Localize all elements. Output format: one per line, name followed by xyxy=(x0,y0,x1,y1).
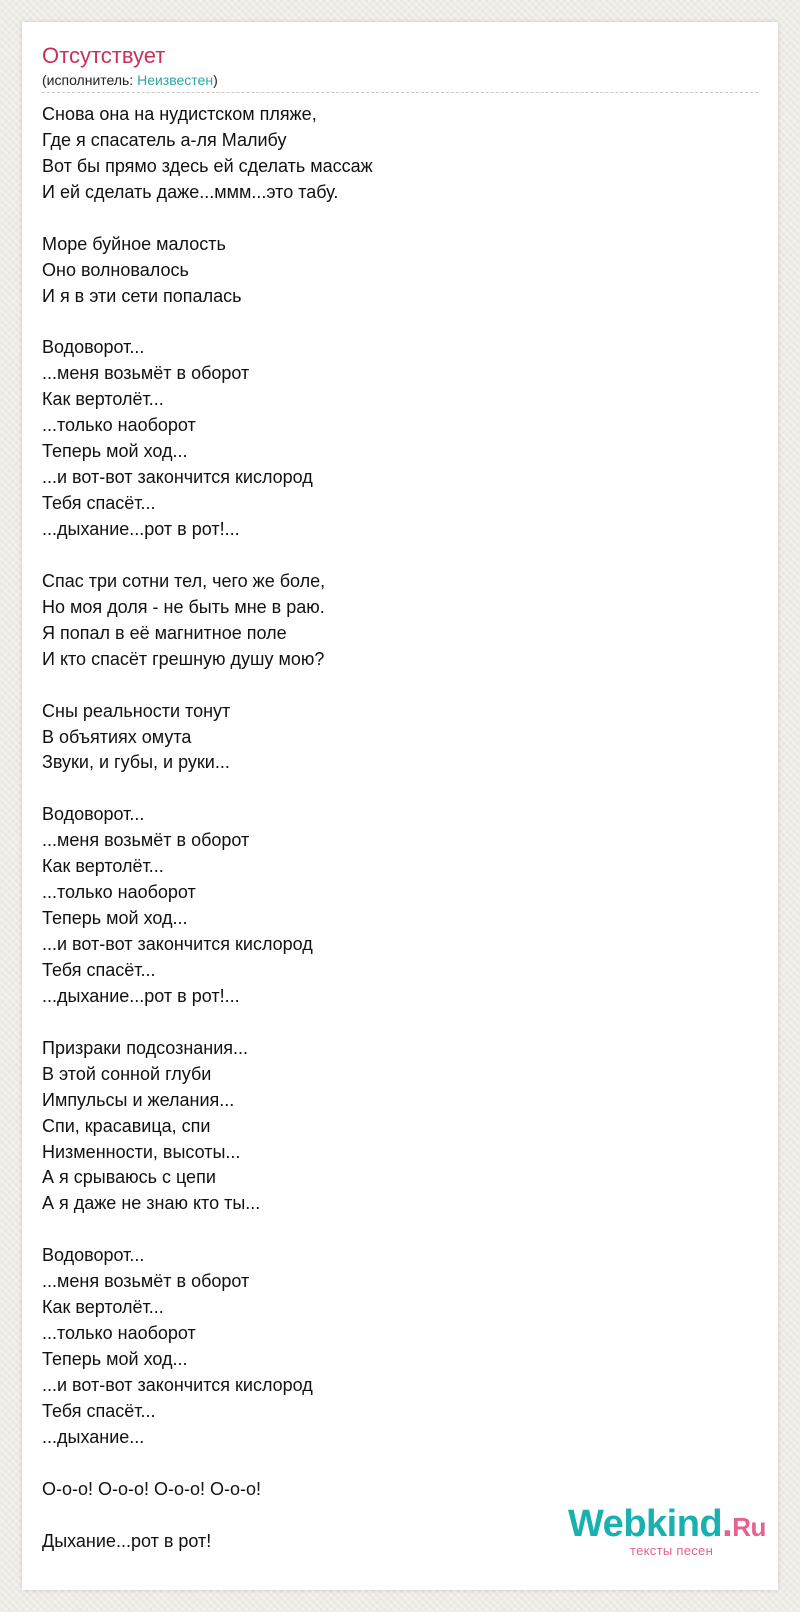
lyric-line: ...только наоборот xyxy=(42,1323,196,1344)
lyric-line: Снова она на нудистском пляже, xyxy=(42,104,317,124)
lyric-line: Спи, красавица, спи xyxy=(42,1115,211,1136)
lyric-line: В этой сонной глуби xyxy=(42,1063,212,1084)
lyric-line: Дыхание...рот в рот! xyxy=(42,1530,212,1551)
lyric-line: Звуки, и губы, и руки... xyxy=(42,752,230,773)
lyric-line: Как вертолёт... xyxy=(42,1297,164,1318)
artist-suffix: ) xyxy=(213,72,218,88)
lyric-line: Тебя спасёт... xyxy=(42,959,156,980)
stanza-break xyxy=(42,1217,742,1243)
lyric-line: Спас три сотни тел, чего же боле, xyxy=(42,570,326,591)
lyric-line: Призраки подсознания... xyxy=(42,1037,249,1058)
lyric-line: Как вертолёт... xyxy=(42,856,164,877)
logo-main-text: Webkind xyxy=(568,1503,723,1545)
lyric-line: ...меня возьмёт в оборот xyxy=(42,1271,250,1292)
lyric-line: В объятиях омута xyxy=(42,726,192,747)
lyric-line: Оно волновалось xyxy=(42,259,189,280)
lyric-line: ...меня возьмёт в оборот xyxy=(42,830,250,851)
lyric-line: ...меня возьмёт в оборот xyxy=(42,363,250,384)
lyric-line: ...и вот-вот закончится кислород xyxy=(42,1374,313,1395)
lyric-line: Вот бы прямо здесь ей сделать массаж xyxy=(42,155,373,176)
title-divider xyxy=(42,92,758,93)
artist-prefix: (исполнитель: xyxy=(42,72,138,88)
lyric-line: Тебя спасёт... xyxy=(42,1400,156,1421)
lyric-line: И кто спасёт грешную душу мою? xyxy=(42,648,325,669)
lyric-line: Импульсы и желания... xyxy=(42,1089,235,1110)
lyric-line: Низменности, высоты... xyxy=(42,1141,241,1162)
lyric-line: Водоворот... xyxy=(42,337,145,358)
logo-tagline: тексты песен xyxy=(630,1543,714,1558)
lyric-line: А я даже не знаю кто ты... xyxy=(42,1193,261,1214)
site-logo[interactable] xyxy=(568,1504,768,1564)
stanza-break xyxy=(42,673,742,699)
lyric-line: Но моя доля - не быть мне в раю. xyxy=(42,596,325,617)
lyric-line: И ей сделать даже...ммм...это табу. xyxy=(42,181,339,202)
lyric-line: Тебя спасёт... xyxy=(42,493,156,514)
lyric-line: И я в эти сети попалась xyxy=(42,285,242,306)
logo-wordmark xyxy=(568,1504,768,1547)
stanza-break xyxy=(42,206,742,232)
stanza-break xyxy=(42,1010,742,1036)
stanza-break xyxy=(42,776,742,802)
lyric-line: ...только наоборот xyxy=(42,882,196,903)
logo-dot: . xyxy=(722,1503,733,1545)
lyric-line: Водоворот... xyxy=(42,1245,145,1266)
lyric-line: ...дыхание...рот в рот!... xyxy=(42,985,240,1006)
lyrics-body xyxy=(42,102,742,1555)
lyric-line: Море буйное малость xyxy=(42,233,226,254)
stanza-break xyxy=(42,543,742,569)
song-title: Отсутствует xyxy=(42,43,166,68)
lyric-line: ...только наоборот xyxy=(42,415,196,436)
lyric-line: Я попал в её магнитное поле xyxy=(42,622,287,643)
lyric-line: О-о-о! О-о-о! О-о-о! О-о-о! xyxy=(42,1478,262,1499)
lyrics-card xyxy=(22,22,778,1590)
stanza-break xyxy=(42,1451,742,1477)
lyric-line: Теперь мой ход... xyxy=(42,1349,188,1369)
lyric-line: Теперь мой ход... xyxy=(42,908,188,929)
artist-link[interactable]: Неизвестен xyxy=(137,72,214,88)
lyric-line: А я срываюсь с цепи xyxy=(42,1167,216,1188)
artist-line xyxy=(42,71,218,89)
lyric-line: ...и вот-вот закончится кислород xyxy=(42,467,313,488)
lyric-line: Сны реальности тонут xyxy=(42,700,231,721)
lyric-line: ...и вот-вот закончится кислород xyxy=(42,934,313,954)
lyric-line: Как вертолёт... xyxy=(42,389,164,410)
lyric-line: Водоворот... xyxy=(42,804,145,825)
lyric-line: Теперь мой ход... xyxy=(42,441,188,462)
logo-tld: Ru xyxy=(732,1512,766,1542)
lyric-line: ...дыхание...рот в рот!... xyxy=(42,519,240,539)
lyric-line: Где я спасатель а-ля Малибу xyxy=(42,129,287,150)
lyric-line: ...дыхание... xyxy=(42,1426,145,1447)
stanza-break xyxy=(42,310,742,336)
